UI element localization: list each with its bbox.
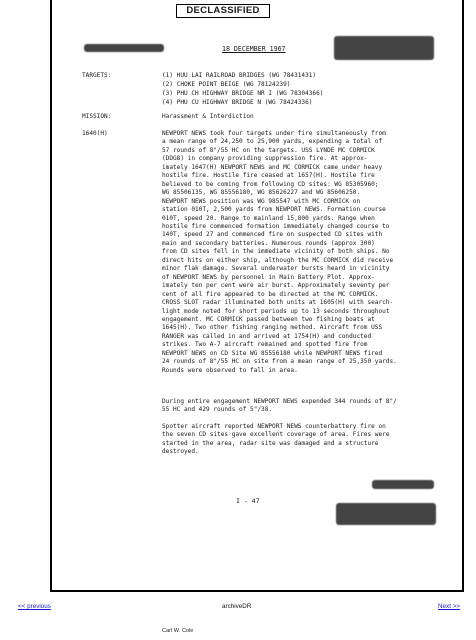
entry-paragraph [162,130,450,375]
text-line: a mean range of 24,250 to 25,900 yards, expending a total of [162,138,383,146]
text-line: light mode noted for short periods up to 13 seconds throughout [162,307,390,315]
text-line: destroyed. [162,448,199,456]
mission-value: Harassment & Interdiction [162,113,254,120]
text-line: 1645(H). Two other fishing ranging method. Aircraft from USS [162,324,383,332]
mission-label: MISSION: [82,113,112,120]
redaction-mark-bottom-small [372,480,434,489]
text-line: hostile fire. Hostile fire ceased at 1657(H). Hostile fire [162,172,375,180]
text-line: station 010T, 2,500 yards from NEWPORT NEWS. Formation course [162,206,386,214]
text-line: believed to be coming from following CD sites: WG 85305960; [162,180,379,188]
spotter-paragraph [162,423,450,457]
text-line: engagement. MC CORMICK passed between two fishing boats at [162,315,375,323]
text-line: WG 85506135, WG 85556180, WG 85626227 and WG 85606250. [162,189,361,197]
text-line: 010T, speed 20. Range to mainland 15,800 yards. Range when [162,214,375,222]
previous-link[interactable]: << previous [18,603,51,610]
text-line: cent of all fire appeared to be directed at the MC CORMICK. [162,290,379,298]
text-line: RANGER was called in and arrived at 1754(H) and conducted [162,332,372,340]
text-line: NEWPORT NEWS took four targets under fire simultaneously from [162,130,386,137]
text-line: (DDG8) in company providing suppression fire. At approx- [162,155,368,163]
redaction-mark-top-left [84,44,164,52]
text-line: NEWPORT NEWS on CD Site WG 85556180 while NEWPORT NEWS fired [162,349,383,357]
text-line: Rounds were observed to fall in area. [162,366,298,374]
credit-text: Carl W. Cole [162,628,194,634]
text-line: minor flak damage. Several underwater bursts heard in vicinity [162,265,390,273]
text-line: 140T, speed 27 and commenced fire on suspected CD sites with [162,231,383,239]
site-name: archiveDR [222,603,252,610]
text-line: 24 rounds of 8"/55 HC on site from a mean range of 25,350 yards. [162,358,397,366]
page-number: I - 47 [236,497,260,505]
text-line: imately 1647(H) NEWPORT NEWS and MC CORMICK came under heavy [162,163,383,171]
next-link[interactable]: Next >> [438,603,461,610]
text-line: strikes. Two A-7 aircraft remained and spotted fire from [162,341,368,349]
text-line: started in the area, radar site was damaged and a structure [162,439,379,447]
text-line: imately ten per cent were air burst. Approximately seventy per [162,282,390,290]
target-item: (3) PHU CH HIGHWAY BRIDGE NR I (WG 78304366) [162,90,324,97]
text-line: Spotter aircraft reported NEWPORT NEWS counterbattery fire on [162,423,386,430]
text-line: from CD sites fell in the immediate vicinity of both ships. No [162,248,390,256]
text-line: CROSS SLOT radar illuminated both units at 1605(H) with search- [162,299,394,307]
target-item: (4) PHU CU HIGHWAY BRIDGE N (WG 78424336) [162,99,313,106]
text-line: During entire engagement NEWPORT NEWS expended 344 rounds of 8"/ [162,398,397,405]
text-line: NEWPORT NEWS position was WG 985547 with MC CORMICK on [162,197,361,205]
text-line: direct hits on either ship, although the MC CORMICK did receive [162,256,394,264]
expenditure-paragraph [162,398,450,415]
report-date: 18 DECEMBER 1967 [222,45,286,53]
text-line: the seven CD sites gave excellent coverage of area. Fires were [162,431,390,439]
text-line: of NEWPORT NEWS by personnel in Main Battery Plot. Approx- [162,273,375,281]
redaction-mark-bottom-large [336,503,436,525]
declassified-stamp: DECLASSIFIED [176,4,270,18]
target-item: (1) HUU LAI RAILROAD BRIDGES (WG 78431431) [162,72,317,79]
targets-label: TARGETS: [82,72,112,79]
text-line: hostile fire commenced formation immediately changed course to [162,222,390,230]
entry-time: 1640(H) [82,130,108,137]
text-line: main and secondary batteries. Numerous rounds (approx 300) [162,239,375,247]
target-item: (2) CHOKE POINT BEIGE (WG 78124239) [162,81,291,88]
text-line: 55 HC and 429 rounds of 5"/38. [162,406,273,414]
text-line: 57 rounds of 8"/55 HC on the targets. USS LYNDE MC CORMICK [162,146,375,154]
redaction-mark-top-right [334,36,434,60]
